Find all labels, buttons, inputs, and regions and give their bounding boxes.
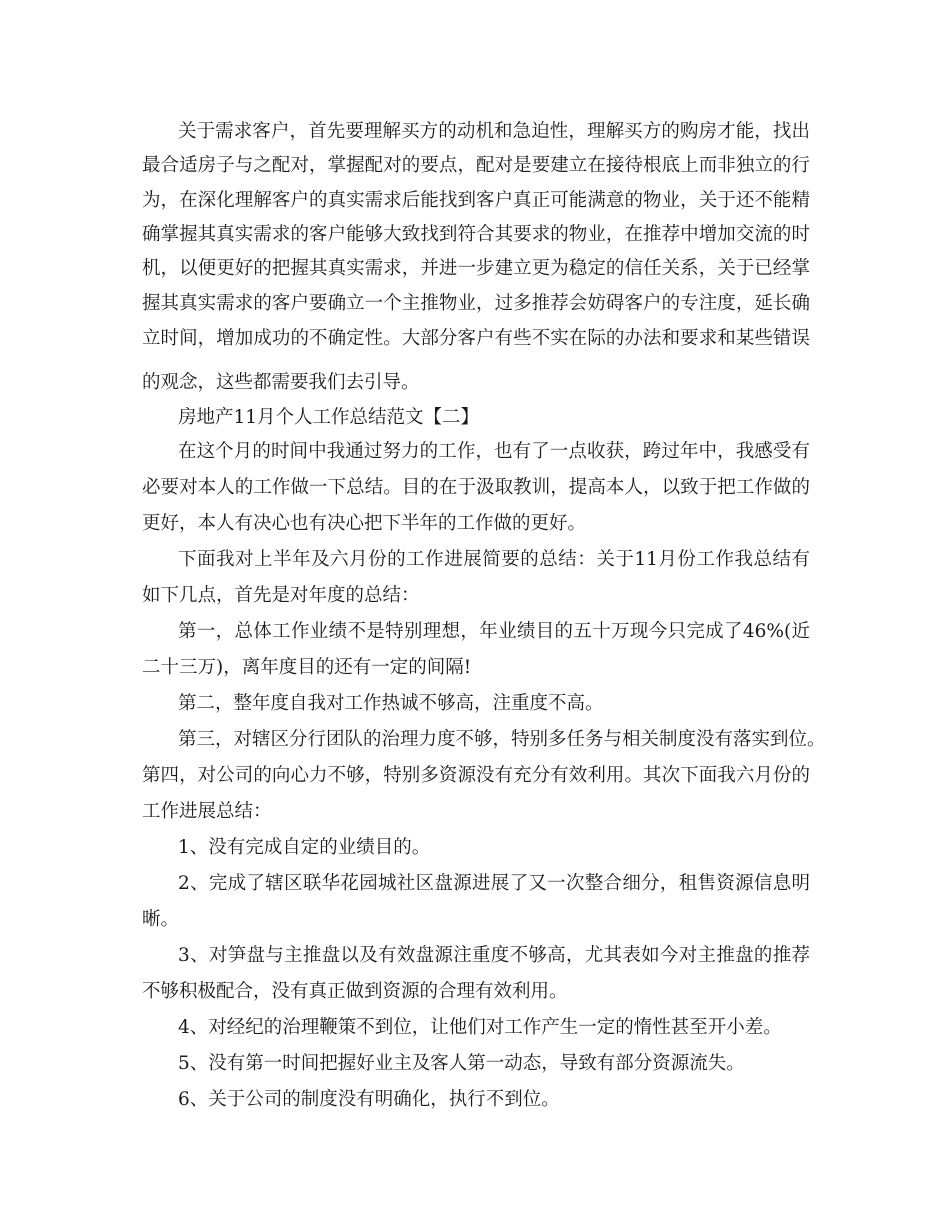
paragraph-line: 最合适房子与之配对，掌握配对的要点，配对是要建立在接待根底上而非独立的行 (142, 155, 810, 176)
paragraph-line: 的观念，这些都需要我们去引导。 (142, 372, 420, 393)
list-item-continuation: 不够积极配合，没有真正做到资源的合理有效利用。 (142, 981, 568, 1002)
list-item-continuation: 晰。 (142, 909, 180, 930)
paragraph-line: 立时间，增加成功的不确定性。大部分客户有些不实在际的办法和要求和某些错误 (142, 328, 810, 349)
paragraph-line: 在这个月的时间中我通过努力的工作，也有了一点收获，跨过年中，我感受有 (178, 441, 810, 462)
list-item: 5、没有第一时间把握好业主及客人第一动态，导致有部分资源流失。 (178, 1053, 745, 1074)
paragraph-line: 二十三万)，离年度目的还有一定的间隔! (142, 657, 472, 678)
paragraph-line: 机，以便更好的把握其真实需求，并进一步建立更为稳定的信任关系，关于已经掌 (142, 258, 810, 279)
paragraph-line: 握其真实需求的客户要确立一个主推物业，过多推荐会妨碍客户的专注度，延长确 (142, 293, 810, 314)
section-heading: 房地产11月个人工作总结范文【二】 (178, 407, 480, 428)
paragraph-line: 如下几点，首先是对年度的总结： (142, 585, 420, 606)
list-item: 3、对笋盘与主推盘以及有效盘源注重度不够高，尤其表如今对主推盘的推荐 (178, 945, 810, 966)
paragraph-line: 第三，对辖区分行团队的治理力度不够，特别多任务与相关制度没有落实到位。 (178, 729, 826, 750)
paragraph-line: 下面我对上半年及六月份的工作进展简要的总结：关于11月份工作我总结有 (178, 549, 810, 570)
paragraph-line: 确掌握其真实需求的客户能够大致找到符合其要求的物业，在推荐中增加交流的时 (142, 224, 810, 245)
paragraph-line: 关于需求客户，首先要理解买方的动机和急迫性，理解买方的购房才能，找出 (178, 121, 810, 142)
paragraph-line: 第一，总体工作业绩不是特别理想，年业绩目的五十万现今只完成了46%(近 (178, 621, 810, 642)
paragraph-line: 第二，整年度自我对工作热诚不够高，注重度不高。 (178, 693, 604, 714)
paragraph-line: 必要对本人的工作做一下总结。目的在于汲取教训，提高本人，以致于把工作做的 (142, 477, 810, 498)
list-item: 6、关于公司的制度没有明确化，执行不到位。 (178, 1089, 560, 1110)
list-item: 4、对经纪的治理鞭策不到位，让他们对工作产生一定的惰性甚至开小差。 (178, 1017, 782, 1038)
list-item: 2、完成了辖区联华花园城社区盘源进展了又一次整合细分，租售资源信息明 (178, 873, 810, 894)
paragraph-line: 为，在深化理解客户的真实需求后能找到客户真正可能满意的物业，关于还不能精 (142, 190, 810, 211)
paragraph-line: 工作进展总结： (142, 801, 272, 822)
paragraph-line: 更好，本人有决心也有决心把下半年的工作做的更好。 (142, 513, 587, 534)
paragraph-line: 第四，对公司的向心力不够，特别多资源没有充分有效利用。其次下面我六月份的 (142, 765, 810, 786)
list-item: 1、没有完成自定的业绩目的。 (178, 837, 431, 858)
